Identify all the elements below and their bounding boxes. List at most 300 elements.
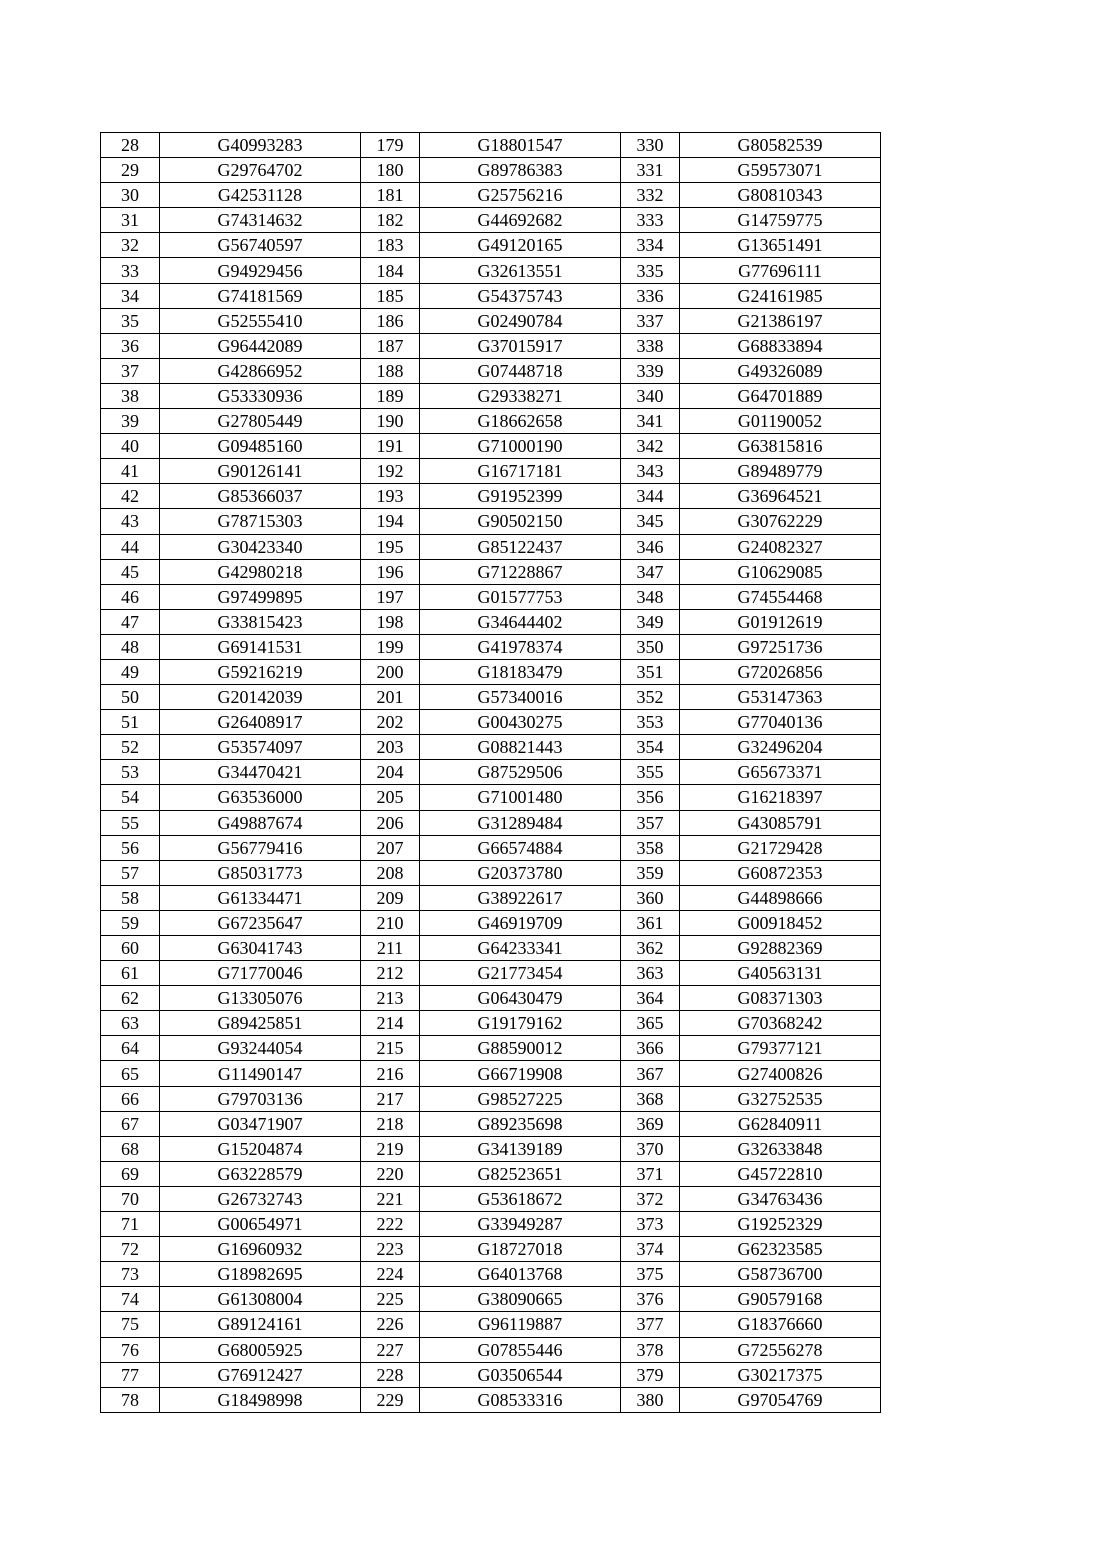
- code-cell: G70368242: [680, 1011, 881, 1036]
- code-cell: G25756216: [420, 183, 621, 208]
- table-row: [101, 183, 881, 208]
- seq-number-cell: 214: [361, 1011, 420, 1036]
- seq-number-cell: 365: [621, 1011, 680, 1036]
- code-cell: G34139189: [420, 1136, 621, 1161]
- code-cell: G90126141: [160, 459, 361, 484]
- code-cell: G11490147: [160, 1061, 361, 1086]
- seq-number-cell: 77: [101, 1362, 160, 1387]
- seq-number-cell: 57: [101, 860, 160, 885]
- seq-number-cell: 191: [361, 434, 420, 459]
- seq-number-cell: 185: [361, 283, 420, 308]
- table-row: [101, 910, 881, 935]
- table-row: [101, 1262, 881, 1287]
- code-cell: G71001480: [420, 785, 621, 810]
- code-cell: G31289484: [420, 810, 621, 835]
- seq-number-cell: 356: [621, 785, 680, 810]
- code-cell: G85366037: [160, 484, 361, 509]
- seq-number-cell: 362: [621, 936, 680, 961]
- code-cell: G02490784: [420, 308, 621, 333]
- code-cell: G27400826: [680, 1061, 881, 1086]
- seq-number-cell: 39: [101, 409, 160, 434]
- seq-number-cell: 43: [101, 509, 160, 534]
- seq-number-cell: 340: [621, 383, 680, 408]
- seq-number-cell: 208: [361, 860, 420, 885]
- code-cell: G71000190: [420, 434, 621, 459]
- table-row: [101, 1337, 881, 1362]
- seq-number-cell: 32: [101, 233, 160, 258]
- code-cell: G74314632: [160, 208, 361, 233]
- code-cell: G53147363: [680, 685, 881, 710]
- seq-number-cell: 379: [621, 1362, 680, 1387]
- seq-number-cell: 51: [101, 710, 160, 735]
- code-cell: G03506544: [420, 1362, 621, 1387]
- seq-number-cell: 197: [361, 584, 420, 609]
- code-cell: G18801547: [420, 133, 621, 158]
- code-cell: G21386197: [680, 308, 881, 333]
- code-cell: G34644402: [420, 609, 621, 634]
- code-cell: G88590012: [420, 1036, 621, 1061]
- code-cell: G66719908: [420, 1061, 621, 1086]
- code-cell: G91952399: [420, 484, 621, 509]
- seq-number-cell: 68: [101, 1136, 160, 1161]
- table-row: [101, 760, 881, 785]
- code-cell: G32752535: [680, 1086, 881, 1111]
- code-cell: G30762229: [680, 509, 881, 534]
- seq-number-cell: 64: [101, 1036, 160, 1061]
- seq-number-cell: 205: [361, 785, 420, 810]
- code-cell: G26408917: [160, 710, 361, 735]
- seq-number-cell: 184: [361, 258, 420, 283]
- seq-number-cell: 207: [361, 835, 420, 860]
- seq-number-cell: 186: [361, 308, 420, 333]
- seq-number-cell: 183: [361, 233, 420, 258]
- seq-number-cell: 62: [101, 986, 160, 1011]
- seq-number-cell: 342: [621, 434, 680, 459]
- code-cell: G07855446: [420, 1337, 621, 1362]
- seq-number-cell: 194: [361, 509, 420, 534]
- seq-number-cell: 371: [621, 1161, 680, 1186]
- seq-number-cell: 359: [621, 860, 680, 885]
- seq-number-cell: 72: [101, 1237, 160, 1262]
- seq-number-cell: 41: [101, 459, 160, 484]
- code-cell: G90502150: [420, 509, 621, 534]
- table-row: [101, 1387, 881, 1412]
- code-cell: G92882369: [680, 936, 881, 961]
- seq-number-cell: 346: [621, 534, 680, 559]
- code-cell: G43085791: [680, 810, 881, 835]
- code-cell: G36964521: [680, 484, 881, 509]
- seq-number-cell: 350: [621, 634, 680, 659]
- code-cell: G00654971: [160, 1212, 361, 1237]
- code-cell: G98527225: [420, 1086, 621, 1111]
- seq-number-cell: 78: [101, 1387, 160, 1412]
- table-row: [101, 258, 881, 283]
- table-row: [101, 860, 881, 885]
- seq-number-cell: 189: [361, 383, 420, 408]
- code-cell: G14759775: [680, 208, 881, 233]
- seq-number-cell: 366: [621, 1036, 680, 1061]
- code-cell: G56779416: [160, 835, 361, 860]
- code-cell: G96119887: [420, 1312, 621, 1337]
- seq-number-cell: 52: [101, 735, 160, 760]
- code-cell: G80810343: [680, 183, 881, 208]
- code-cell: G42531128: [160, 183, 361, 208]
- seq-number-cell: 380: [621, 1387, 680, 1412]
- table-row: [101, 584, 881, 609]
- table-row: [101, 735, 881, 760]
- seq-number-cell: 332: [621, 183, 680, 208]
- seq-number-cell: 367: [621, 1061, 680, 1086]
- seq-number-cell: 345: [621, 509, 680, 534]
- code-cell: G18662658: [420, 409, 621, 434]
- code-cell: G38922617: [420, 885, 621, 910]
- seq-number-cell: 364: [621, 986, 680, 1011]
- seq-number-cell: 210: [361, 910, 420, 935]
- seq-number-cell: 224: [361, 1262, 420, 1287]
- seq-number-cell: 182: [361, 208, 420, 233]
- seq-number-cell: 376: [621, 1287, 680, 1312]
- code-cell: G74181569: [160, 283, 361, 308]
- seq-number-cell: 200: [361, 659, 420, 684]
- table-row: [101, 1237, 881, 1262]
- code-cell: G16218397: [680, 785, 881, 810]
- table-row: [101, 1011, 881, 1036]
- table-row: [101, 685, 881, 710]
- code-cell: G82523651: [420, 1161, 621, 1186]
- seq-number-cell: 50: [101, 685, 160, 710]
- seq-number-cell: 36: [101, 333, 160, 358]
- code-cell: G32633848: [680, 1136, 881, 1161]
- code-cell: G20142039: [160, 685, 361, 710]
- code-cell: G63041743: [160, 936, 361, 961]
- table-row: [101, 358, 881, 383]
- code-cell: G68833894: [680, 333, 881, 358]
- seq-number-cell: 375: [621, 1262, 680, 1287]
- code-cell: G53574097: [160, 735, 361, 760]
- code-cell: G56740597: [160, 233, 361, 258]
- seq-number-cell: 44: [101, 534, 160, 559]
- seq-number-cell: 67: [101, 1111, 160, 1136]
- table-row: [101, 710, 881, 735]
- seq-number-cell: 351: [621, 659, 680, 684]
- seq-number-cell: 206: [361, 810, 420, 835]
- code-cell: G09485160: [160, 434, 361, 459]
- seq-number-cell: 374: [621, 1237, 680, 1262]
- code-cell: G38090665: [420, 1287, 621, 1312]
- table-row: [101, 333, 881, 358]
- code-cell: G59573071: [680, 158, 881, 183]
- table-row: [101, 1086, 881, 1111]
- seq-number-cell: 196: [361, 559, 420, 584]
- seq-number-cell: 73: [101, 1262, 160, 1287]
- seq-number-cell: 187: [361, 333, 420, 358]
- seq-number-cell: 209: [361, 885, 420, 910]
- seq-number-cell: 63: [101, 1011, 160, 1036]
- code-cell: G89124161: [160, 1312, 361, 1337]
- seq-number-cell: 60: [101, 936, 160, 961]
- seq-number-cell: 48: [101, 634, 160, 659]
- seq-number-cell: 360: [621, 885, 680, 910]
- seq-number-cell: 31: [101, 208, 160, 233]
- code-cell: G13651491: [680, 233, 881, 258]
- seq-number-cell: 216: [361, 1061, 420, 1086]
- code-cell: G24082327: [680, 534, 881, 559]
- seq-number-cell: 330: [621, 133, 680, 158]
- seq-number-cell: 49: [101, 659, 160, 684]
- code-cell: G27805449: [160, 409, 361, 434]
- code-cell: G63536000: [160, 785, 361, 810]
- seq-number-cell: 219: [361, 1136, 420, 1161]
- seq-number-cell: 40: [101, 434, 160, 459]
- seq-number-cell: 352: [621, 685, 680, 710]
- code-cell: G01577753: [420, 584, 621, 609]
- table-row: [101, 534, 881, 559]
- table-row: [101, 1312, 881, 1337]
- code-cell: G85031773: [160, 860, 361, 885]
- seq-number-cell: 29: [101, 158, 160, 183]
- code-cell: G60872353: [680, 860, 881, 885]
- seq-number-cell: 76: [101, 1337, 160, 1362]
- code-cell: G40563131: [680, 961, 881, 986]
- table-row: [101, 283, 881, 308]
- seq-number-cell: 53: [101, 760, 160, 785]
- seq-number-cell: 202: [361, 710, 420, 735]
- code-cell: G01190052: [680, 409, 881, 434]
- seq-number-cell: 354: [621, 735, 680, 760]
- table-row: [101, 1186, 881, 1211]
- seq-number-cell: 372: [621, 1186, 680, 1211]
- code-cell: G89786383: [420, 158, 621, 183]
- seq-number-cell: 344: [621, 484, 680, 509]
- code-cell: G42866952: [160, 358, 361, 383]
- code-cell: G89489779: [680, 459, 881, 484]
- seq-number-cell: 228: [361, 1362, 420, 1387]
- seq-number-cell: 70: [101, 1186, 160, 1211]
- code-cell: G89235698: [420, 1111, 621, 1136]
- seq-number-cell: 336: [621, 283, 680, 308]
- seq-number-cell: 223: [361, 1237, 420, 1262]
- code-cell: G77040136: [680, 710, 881, 735]
- table-row: [101, 1061, 881, 1086]
- seq-number-cell: 69: [101, 1161, 160, 1186]
- seq-number-cell: 33: [101, 258, 160, 283]
- table-row: [101, 785, 881, 810]
- code-cell: G18727018: [420, 1237, 621, 1262]
- code-cell: G74554468: [680, 584, 881, 609]
- code-cell: G19252329: [680, 1212, 881, 1237]
- seq-number-cell: 334: [621, 233, 680, 258]
- seq-number-cell: 333: [621, 208, 680, 233]
- code-cell: G79377121: [680, 1036, 881, 1061]
- table-row: [101, 961, 881, 986]
- code-cell: G64701889: [680, 383, 881, 408]
- table-row: [101, 308, 881, 333]
- table-row: [101, 409, 881, 434]
- code-cell: G32613551: [420, 258, 621, 283]
- code-cell: G08821443: [420, 735, 621, 760]
- table-row: [101, 634, 881, 659]
- seq-number-cell: 66: [101, 1086, 160, 1111]
- table-row: [101, 484, 881, 509]
- code-cell: G65673371: [680, 760, 881, 785]
- code-cell: G08371303: [680, 986, 881, 1011]
- code-cell: G16960932: [160, 1237, 361, 1262]
- code-cell: G96442089: [160, 333, 361, 358]
- code-cell: G16717181: [420, 459, 621, 484]
- table-row: [101, 609, 881, 634]
- seq-number-cell: 349: [621, 609, 680, 634]
- code-cell: G18183479: [420, 659, 621, 684]
- code-cell: G00918452: [680, 910, 881, 935]
- code-cell: G33815423: [160, 609, 361, 634]
- seq-number-cell: 348: [621, 584, 680, 609]
- table-row: [101, 986, 881, 1011]
- code-cell: G30217375: [680, 1362, 881, 1387]
- seq-number-cell: 56: [101, 835, 160, 860]
- code-cell: G24161985: [680, 283, 881, 308]
- seq-number-cell: 226: [361, 1312, 420, 1337]
- seq-number-cell: 61: [101, 961, 160, 986]
- seq-number-cell: 180: [361, 158, 420, 183]
- code-table: [100, 132, 881, 1413]
- seq-number-cell: 361: [621, 910, 680, 935]
- seq-number-cell: 377: [621, 1312, 680, 1337]
- code-cell: G21729428: [680, 835, 881, 860]
- code-cell: G97054769: [680, 1387, 881, 1412]
- code-cell: G64013768: [420, 1262, 621, 1287]
- code-cell: G66574884: [420, 835, 621, 860]
- code-cell: G15204874: [160, 1136, 361, 1161]
- seq-number-cell: 215: [361, 1036, 420, 1061]
- seq-number-cell: 46: [101, 584, 160, 609]
- seq-number-cell: 192: [361, 459, 420, 484]
- code-cell: G62840911: [680, 1111, 881, 1136]
- seq-number-cell: 35: [101, 308, 160, 333]
- code-cell: G53618672: [420, 1186, 621, 1211]
- code-cell: G80582539: [680, 133, 881, 158]
- seq-number-cell: 213: [361, 986, 420, 1011]
- code-cell: G29764702: [160, 158, 361, 183]
- code-cell: G08533316: [420, 1387, 621, 1412]
- code-cell: G62323585: [680, 1237, 881, 1262]
- table-row: [101, 1136, 881, 1161]
- table-row: [101, 1212, 881, 1237]
- code-cell: G49887674: [160, 810, 361, 835]
- code-table-body: [101, 133, 881, 1413]
- table-row: [101, 936, 881, 961]
- code-cell: G13305076: [160, 986, 361, 1011]
- code-cell: G41978374: [420, 634, 621, 659]
- code-cell: G44898666: [680, 885, 881, 910]
- seq-number-cell: 222: [361, 1212, 420, 1237]
- table-row: [101, 158, 881, 183]
- seq-number-cell: 28: [101, 133, 160, 158]
- seq-number-cell: 370: [621, 1136, 680, 1161]
- seq-number-cell: 58: [101, 885, 160, 910]
- code-cell: G71770046: [160, 961, 361, 986]
- code-cell: G77696111: [680, 258, 881, 283]
- seq-number-cell: 335: [621, 258, 680, 283]
- seq-number-cell: 211: [361, 936, 420, 961]
- seq-number-cell: 347: [621, 559, 680, 584]
- table-row: [101, 1362, 881, 1387]
- seq-number-cell: 199: [361, 634, 420, 659]
- seq-number-cell: 338: [621, 333, 680, 358]
- seq-number-cell: 353: [621, 710, 680, 735]
- seq-number-cell: 198: [361, 609, 420, 634]
- seq-number-cell: 38: [101, 383, 160, 408]
- seq-number-cell: 65: [101, 1061, 160, 1086]
- code-cell: G26732743: [160, 1186, 361, 1211]
- code-cell: G53330936: [160, 383, 361, 408]
- seq-number-cell: 203: [361, 735, 420, 760]
- code-cell: G61334471: [160, 885, 361, 910]
- seq-number-cell: 341: [621, 409, 680, 434]
- seq-number-cell: 368: [621, 1086, 680, 1111]
- code-cell: G76912427: [160, 1362, 361, 1387]
- seq-number-cell: 229: [361, 1387, 420, 1412]
- seq-number-cell: 193: [361, 484, 420, 509]
- code-cell: G54375743: [420, 283, 621, 308]
- code-cell: G79703136: [160, 1086, 361, 1111]
- table-row: [101, 1036, 881, 1061]
- code-cell: G37015917: [420, 333, 621, 358]
- seq-number-cell: 355: [621, 760, 680, 785]
- code-cell: G34470421: [160, 760, 361, 785]
- code-cell: G64233341: [420, 936, 621, 961]
- seq-number-cell: 337: [621, 308, 680, 333]
- code-cell: G63815816: [680, 434, 881, 459]
- seq-number-cell: 343: [621, 459, 680, 484]
- code-cell: G03471907: [160, 1111, 361, 1136]
- seq-number-cell: 71: [101, 1212, 160, 1237]
- code-cell: G72556278: [680, 1337, 881, 1362]
- seq-number-cell: 221: [361, 1186, 420, 1211]
- seq-number-cell: 204: [361, 760, 420, 785]
- code-cell: G67235647: [160, 910, 361, 935]
- code-cell: G10629085: [680, 559, 881, 584]
- seq-number-cell: 42: [101, 484, 160, 509]
- table-row: [101, 208, 881, 233]
- table-row: [101, 1287, 881, 1312]
- code-cell: G85122437: [420, 534, 621, 559]
- seq-number-cell: 357: [621, 810, 680, 835]
- code-cell: G45722810: [680, 1161, 881, 1186]
- code-cell: G71228867: [420, 559, 621, 584]
- code-cell: G32496204: [680, 735, 881, 760]
- code-cell: G30423340: [160, 534, 361, 559]
- seq-number-cell: 195: [361, 534, 420, 559]
- table-row: [101, 559, 881, 584]
- seq-number-cell: 220: [361, 1161, 420, 1186]
- code-cell: G00430275: [420, 710, 621, 735]
- table-row: [101, 810, 881, 835]
- table-row: [101, 1111, 881, 1136]
- code-cell: G97499895: [160, 584, 361, 609]
- code-cell: G97251736: [680, 634, 881, 659]
- code-cell: G49120165: [420, 233, 621, 258]
- code-cell: G72026856: [680, 659, 881, 684]
- seq-number-cell: 227: [361, 1337, 420, 1362]
- seq-number-cell: 363: [621, 961, 680, 986]
- code-cell: G61308004: [160, 1287, 361, 1312]
- code-cell: G93244054: [160, 1036, 361, 1061]
- code-cell: G78715303: [160, 509, 361, 534]
- code-cell: G63228579: [160, 1161, 361, 1186]
- code-cell: G20373780: [420, 860, 621, 885]
- seq-number-cell: 47: [101, 609, 160, 634]
- seq-number-cell: 45: [101, 559, 160, 584]
